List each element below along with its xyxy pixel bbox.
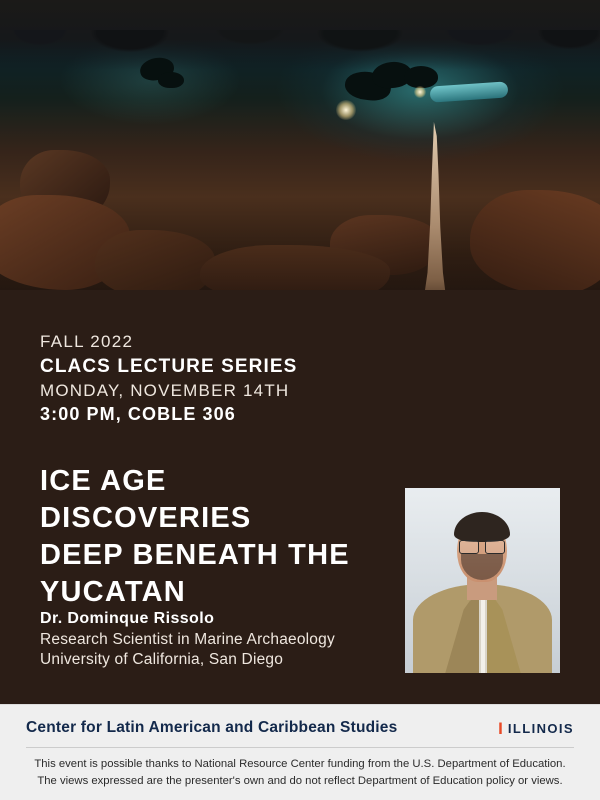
event-time-location: 3:00 PM, COBLE 306 xyxy=(40,404,236,424)
speaker-role: Research Scientist in Marine Archaeology xyxy=(40,631,335,648)
speaker-portrait xyxy=(405,488,560,673)
diver-silhouette-icon xyxy=(404,66,438,88)
title-line-3: YUCATAN xyxy=(40,576,186,609)
illinois-logo xyxy=(498,720,574,737)
cave-rock-icon xyxy=(95,230,215,290)
footer-divider xyxy=(26,747,574,748)
footer-top-row xyxy=(26,719,574,737)
funding-disclaimer xyxy=(26,756,574,790)
disclaimer-line-2: The views expressed are the presenter's own and do not reflect Department of Education policy or views. xyxy=(37,774,563,787)
cave-ceiling-icon xyxy=(0,0,600,70)
disclaimer-line-1: This event is possible thanks to National Resource Center funding from the U.S. Department of Education. xyxy=(34,758,566,770)
hero-photo xyxy=(0,0,600,290)
illinois-block-i-icon: I xyxy=(498,718,503,738)
title-line-1: ICE AGE DISCOVERIES xyxy=(40,465,252,535)
illinois-wordmark: ILLINOIS xyxy=(507,720,574,736)
cave-rock-icon xyxy=(470,190,600,290)
speaker-organization: University of California, San Diego xyxy=(40,651,284,668)
title-line-2: DEEP BENEATH THE xyxy=(40,539,350,572)
speaker-name: Dr. Dominque Rissolo xyxy=(40,610,215,627)
page-title xyxy=(40,463,380,611)
term-label: FALL 2022 xyxy=(40,332,134,351)
center-name: Center for Latin American and Caribbean Studies xyxy=(26,719,398,736)
poster-footer xyxy=(0,704,600,800)
glasses-icon xyxy=(459,540,505,552)
event-date: MONDAY, NOVEMBER 14TH xyxy=(40,381,290,400)
poster-body xyxy=(0,290,600,704)
dive-light-icon xyxy=(336,100,356,120)
diver-silhouette-icon xyxy=(158,72,184,88)
cave-rock-icon xyxy=(200,245,390,290)
lecture-series-label: CLACS LECTURE SERIES xyxy=(40,356,298,377)
speaker-block xyxy=(40,610,335,671)
dive-light-icon xyxy=(414,86,426,98)
